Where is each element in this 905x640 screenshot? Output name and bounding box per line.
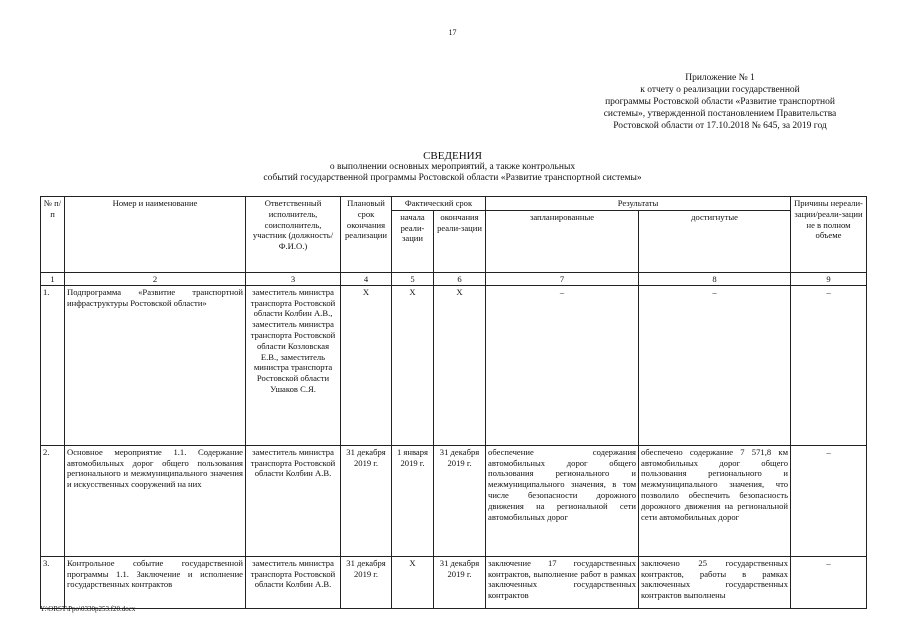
file-path-footer: Y:\ORST\Ppo\0330p253.f20.docx bbox=[40, 605, 136, 613]
row-name: Подпрограмма «Развитие транспортной инфраструктуры Ростовской области» bbox=[65, 285, 246, 445]
page-number: 17 bbox=[448, 28, 457, 37]
header-num: № п/п bbox=[41, 197, 65, 273]
row-planned: 31 декабря 2019 г. bbox=[341, 445, 392, 556]
column-number: 9 bbox=[791, 272, 867, 285]
header-results-planned: запланированные bbox=[486, 210, 639, 272]
appendix-line: Ростовской области от 17.10.2018 № 645, за 2019 год bbox=[613, 121, 827, 131]
row-num: 3. bbox=[41, 556, 65, 608]
column-number: 4 bbox=[341, 272, 392, 285]
subtitle-line: событий государственной программы Ростовской области «Развитие транспортной системы» bbox=[263, 173, 642, 183]
row-results-achieved: обеспечено содержание 7 571,8 км автомобильных дорог общего пользования регионального и межмуниципального значения, что позволило обеспечить безопасность дорожного движения на региональной сети автомобильных дорог bbox=[639, 445, 791, 556]
row-results-planned: – bbox=[486, 285, 639, 445]
row-results-achieved: – bbox=[639, 285, 791, 445]
row-reasons: – bbox=[791, 445, 867, 556]
row-actual-start: Х bbox=[392, 556, 434, 608]
header-planned: Плановый срок окончания реализации bbox=[341, 197, 392, 273]
column-number: 2 bbox=[65, 272, 246, 285]
appendix-line: системы», утвержденной постановлением Правительства bbox=[603, 109, 837, 119]
document-title: СВЕДЕНИЯ bbox=[423, 150, 482, 162]
column-number: 7 bbox=[486, 272, 639, 285]
row-actual-end: Х bbox=[434, 285, 486, 445]
table-row bbox=[41, 445, 867, 556]
row-actual-start: 1 января 2019 г. bbox=[392, 445, 434, 556]
column-number: 1 bbox=[41, 272, 65, 285]
column-number: 8 bbox=[639, 272, 791, 285]
row-planned: 31 декабря 2019 г. bbox=[341, 556, 392, 608]
row-results-planned: обеспечение содержания автомобильных дорог общего пользования регионального и межмуниципального значения, в том числе безопасности дорожного движения на региональной сети автомобильных дорог bbox=[486, 445, 639, 556]
row-responsible: заместитель министра транспорта Ростовской области Колбин А.В. bbox=[246, 556, 341, 608]
row-name: Основное мероприятие 1.1. Содержание автомобильных дорог общего пользования регионального и межмуниципального значения и искусственных сооружений на них bbox=[65, 445, 246, 556]
table-row bbox=[41, 285, 867, 445]
row-name: Контрольное событие государственной программы 1.1. Заключение и исполнение государственных контрактов bbox=[65, 556, 246, 608]
column-number: 3 bbox=[246, 272, 341, 285]
header-actual-end: окончания реали-зации bbox=[434, 210, 486, 272]
row-responsible: заместитель министра транспорта Ростовской области Колбин А.В., заместитель министра транспорта Ростовской области Козловская Е.В., заместитель министра транспорта Ростовской области Ушаков С.Я. bbox=[246, 285, 341, 445]
row-responsible: заместитель министра транспорта Ростовской области Колбин А.В. bbox=[246, 445, 341, 556]
row-results-planned: заключение 17 государственных контрактов, выполнение работ в рамках заключенных государственных контрактов bbox=[486, 556, 639, 608]
row-reasons: – bbox=[791, 556, 867, 608]
header-actual-start: начала реали-зации bbox=[392, 210, 434, 272]
subtitle-line: о выполнении основных мероприятий, а также контрольных bbox=[329, 162, 576, 172]
header-results: Результаты bbox=[486, 197, 791, 211]
header-actual: Фактический срок bbox=[392, 197, 486, 211]
header-responsible: Ответственный исполнитель, соисполнитель, участник (должность/ Ф.И.О.) bbox=[246, 197, 341, 273]
report-table bbox=[40, 196, 867, 609]
row-num: 2. bbox=[41, 445, 65, 556]
column-number: 5 bbox=[392, 272, 434, 285]
appendix-line: программы Ростовской области «Развитие транспортной bbox=[605, 97, 835, 107]
table-row bbox=[41, 556, 867, 608]
row-results-achieved: заключено 25 государственных контрактов, работы в рамках заключенных государственных контрактов выполнены bbox=[639, 556, 791, 608]
appendix-header bbox=[570, 72, 870, 132]
row-actual-start: Х bbox=[392, 285, 434, 445]
row-planned: Х bbox=[341, 285, 392, 445]
row-actual-end: 31 декабря 2019 г. bbox=[434, 556, 486, 608]
header-row bbox=[41, 197, 867, 211]
row-num: 1. bbox=[41, 285, 65, 445]
appendix-line: к отчету о реализации государственной bbox=[640, 85, 800, 95]
row-reasons: – bbox=[791, 285, 867, 445]
header-results-achieved: достигнутые bbox=[639, 210, 791, 272]
row-actual-end: 31 декабря 2019 г. bbox=[434, 445, 486, 556]
column-number: 6 bbox=[434, 272, 486, 285]
column-numbers-row bbox=[41, 272, 867, 285]
header-reasons: Причины нереали-зации/реали-зации не в полном объеме bbox=[791, 197, 867, 273]
appendix-line: Приложение № 1 bbox=[685, 73, 755, 83]
document-subtitle bbox=[0, 162, 905, 184]
header-name: Номер и наименование bbox=[65, 197, 246, 273]
